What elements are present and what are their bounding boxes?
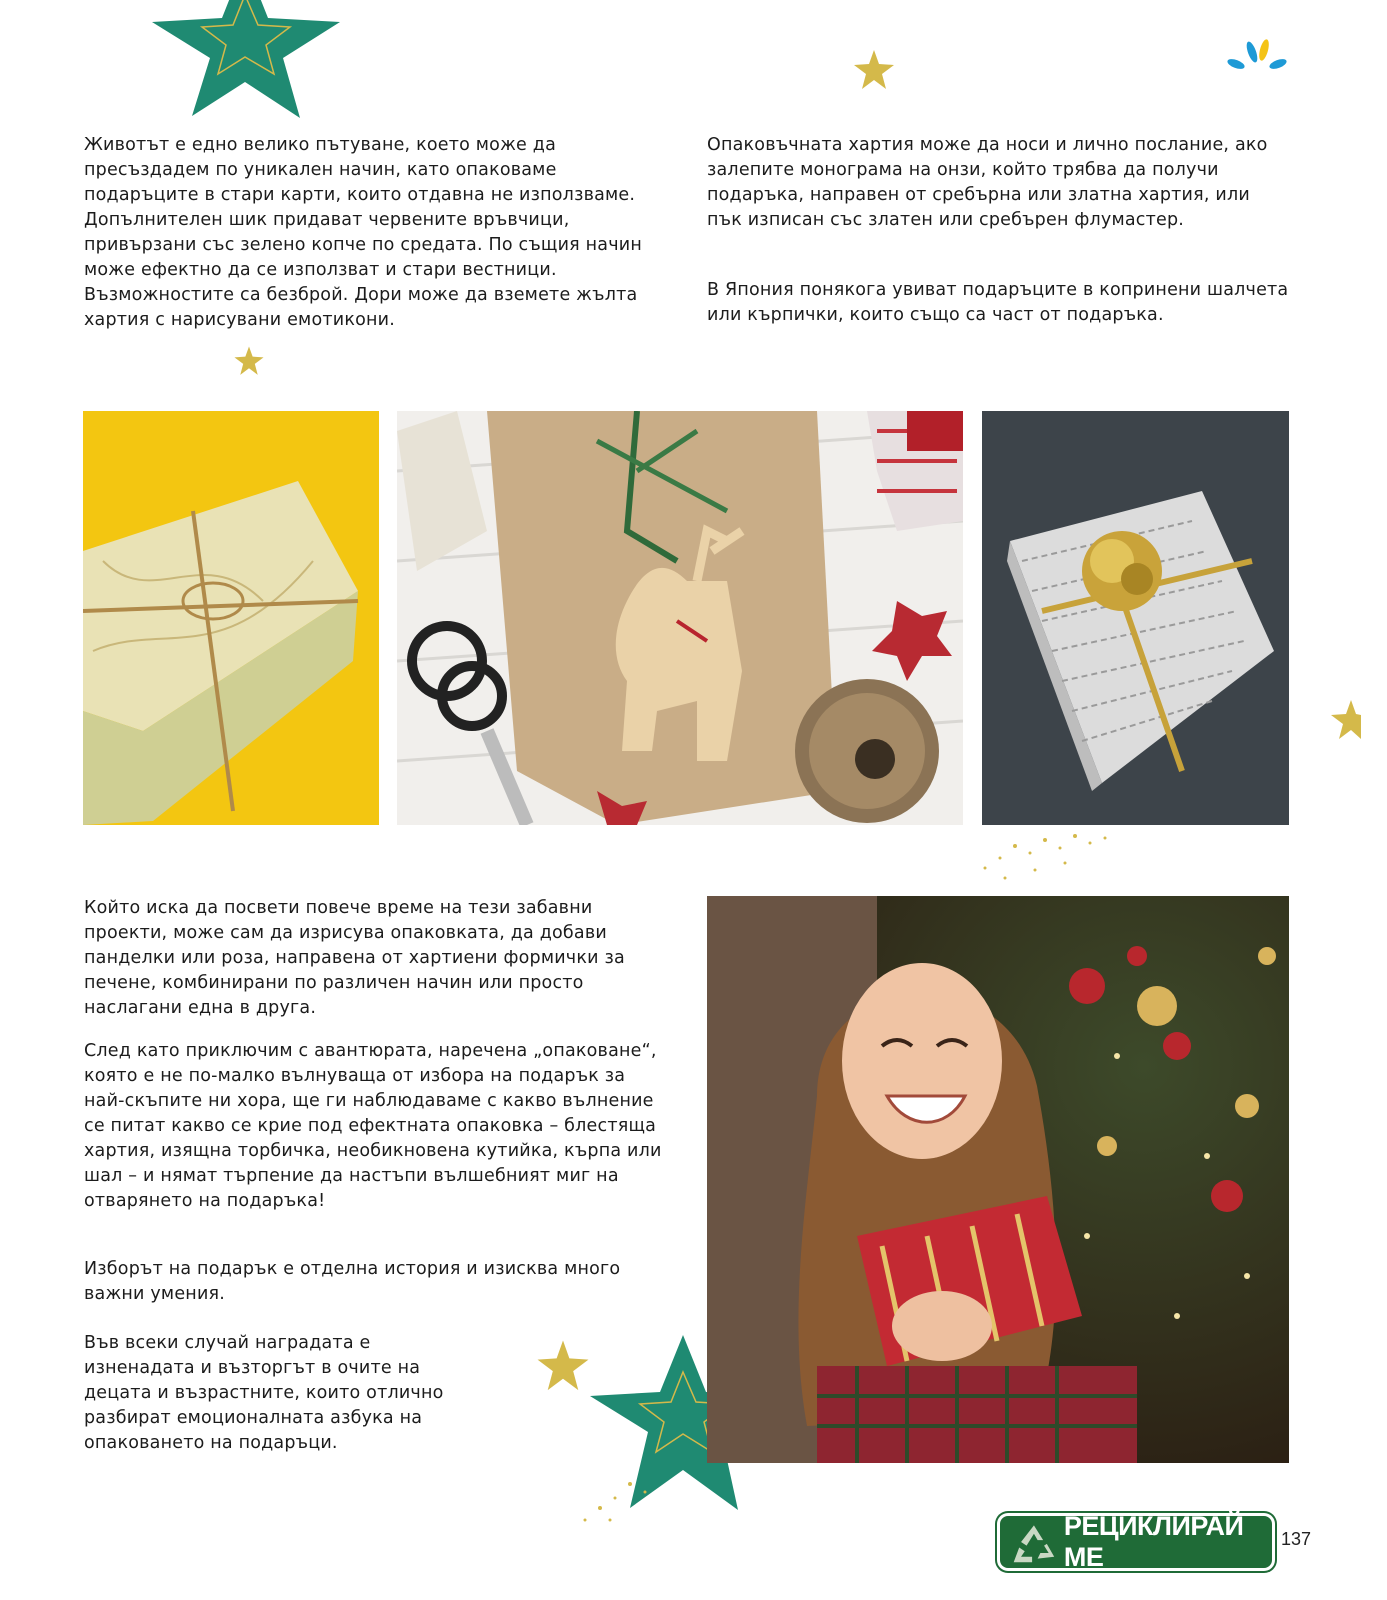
photo-girl-gift [707, 896, 1289, 1463]
photo-map-gift [83, 411, 379, 825]
gold-star-small [852, 48, 896, 92]
gold-star-bottom [535, 1338, 591, 1394]
gold-star-edge [1325, 698, 1361, 742]
paragraph-choice: Изборът на подарък е отделна история и изисква много важни умения. [84, 1259, 621, 1304]
paragraph-reward: Във всеки случай наградата е изненадата и възторгът в очите на децата и възрастните, които отлично разбират емоционалната азбука на опаковането на подаръци. [84, 1333, 444, 1453]
paragraph-projects: Който иска да посвети повече време на тези забавни проекти, може сам да изрисува опаковката, да добави панделки или роза, направена от хартиени формички за печене, комбинирани по различен начин или просто наслагани една в друга. [84, 898, 625, 1018]
paragraph-maps: Животът е едно велико пътуване, което може да пресъздадем по уникален начин, като опаковаме подаръците в стари карти, които отдавна не използваме. Допълнителен шик придават червените връвчици, привързани със зелено копче по средата. По същия начин може ефектно да се използват и стари вестници. Възможностите са безброй. Дори може да вземете жълта хартия с нарисувани емотикони. [84, 135, 642, 330]
photo-newspaper-gift [982, 411, 1289, 825]
page-number: 137 [1281, 1529, 1312, 1549]
green-star-top [150, 0, 350, 120]
recycle-label: РЕЦИКЛИРАЙ МЕ [1063, 1511, 1244, 1572]
paragraph-monogram: Опаковъчната хартия може да носи и лично послание, ако залепите монограма на онзи, който трябва да получи подаръка, направен от сребърна или златна хартия, или пък изписан със златен или сребърен флумастер. [707, 135, 1268, 230]
gold-sparkle-bottom [575, 1470, 665, 1530]
recycle-icon [1010, 1520, 1058, 1564]
paragraph-adventure: След като приключим с авантюрата, наречена „опаковане“, която е не по-малко вълнуваща от избора на подарък за най-скъпите ни хора, ще ги наблюдаваме с какво вълнение се питат какво се крие под ефектната опаковка – блестяща хартия, изящна торбичка, необикновена кутийка, кърпа или шал – и нямат търпение да настъпи вълшебният миг на отварянето на подаръка! [84, 1041, 662, 1211]
gold-star-left [233, 345, 265, 377]
paragraph-japan: В Япония понякога увиват подаръците в копринени шалчета или кърпички, които също са част от подаръка. [707, 280, 1289, 325]
photo-kraft-reindeer [397, 411, 963, 825]
brand-logo-icon [1226, 38, 1290, 74]
recycle-badge [1000, 1511, 1272, 1572]
gold-sparkle [975, 828, 1125, 888]
